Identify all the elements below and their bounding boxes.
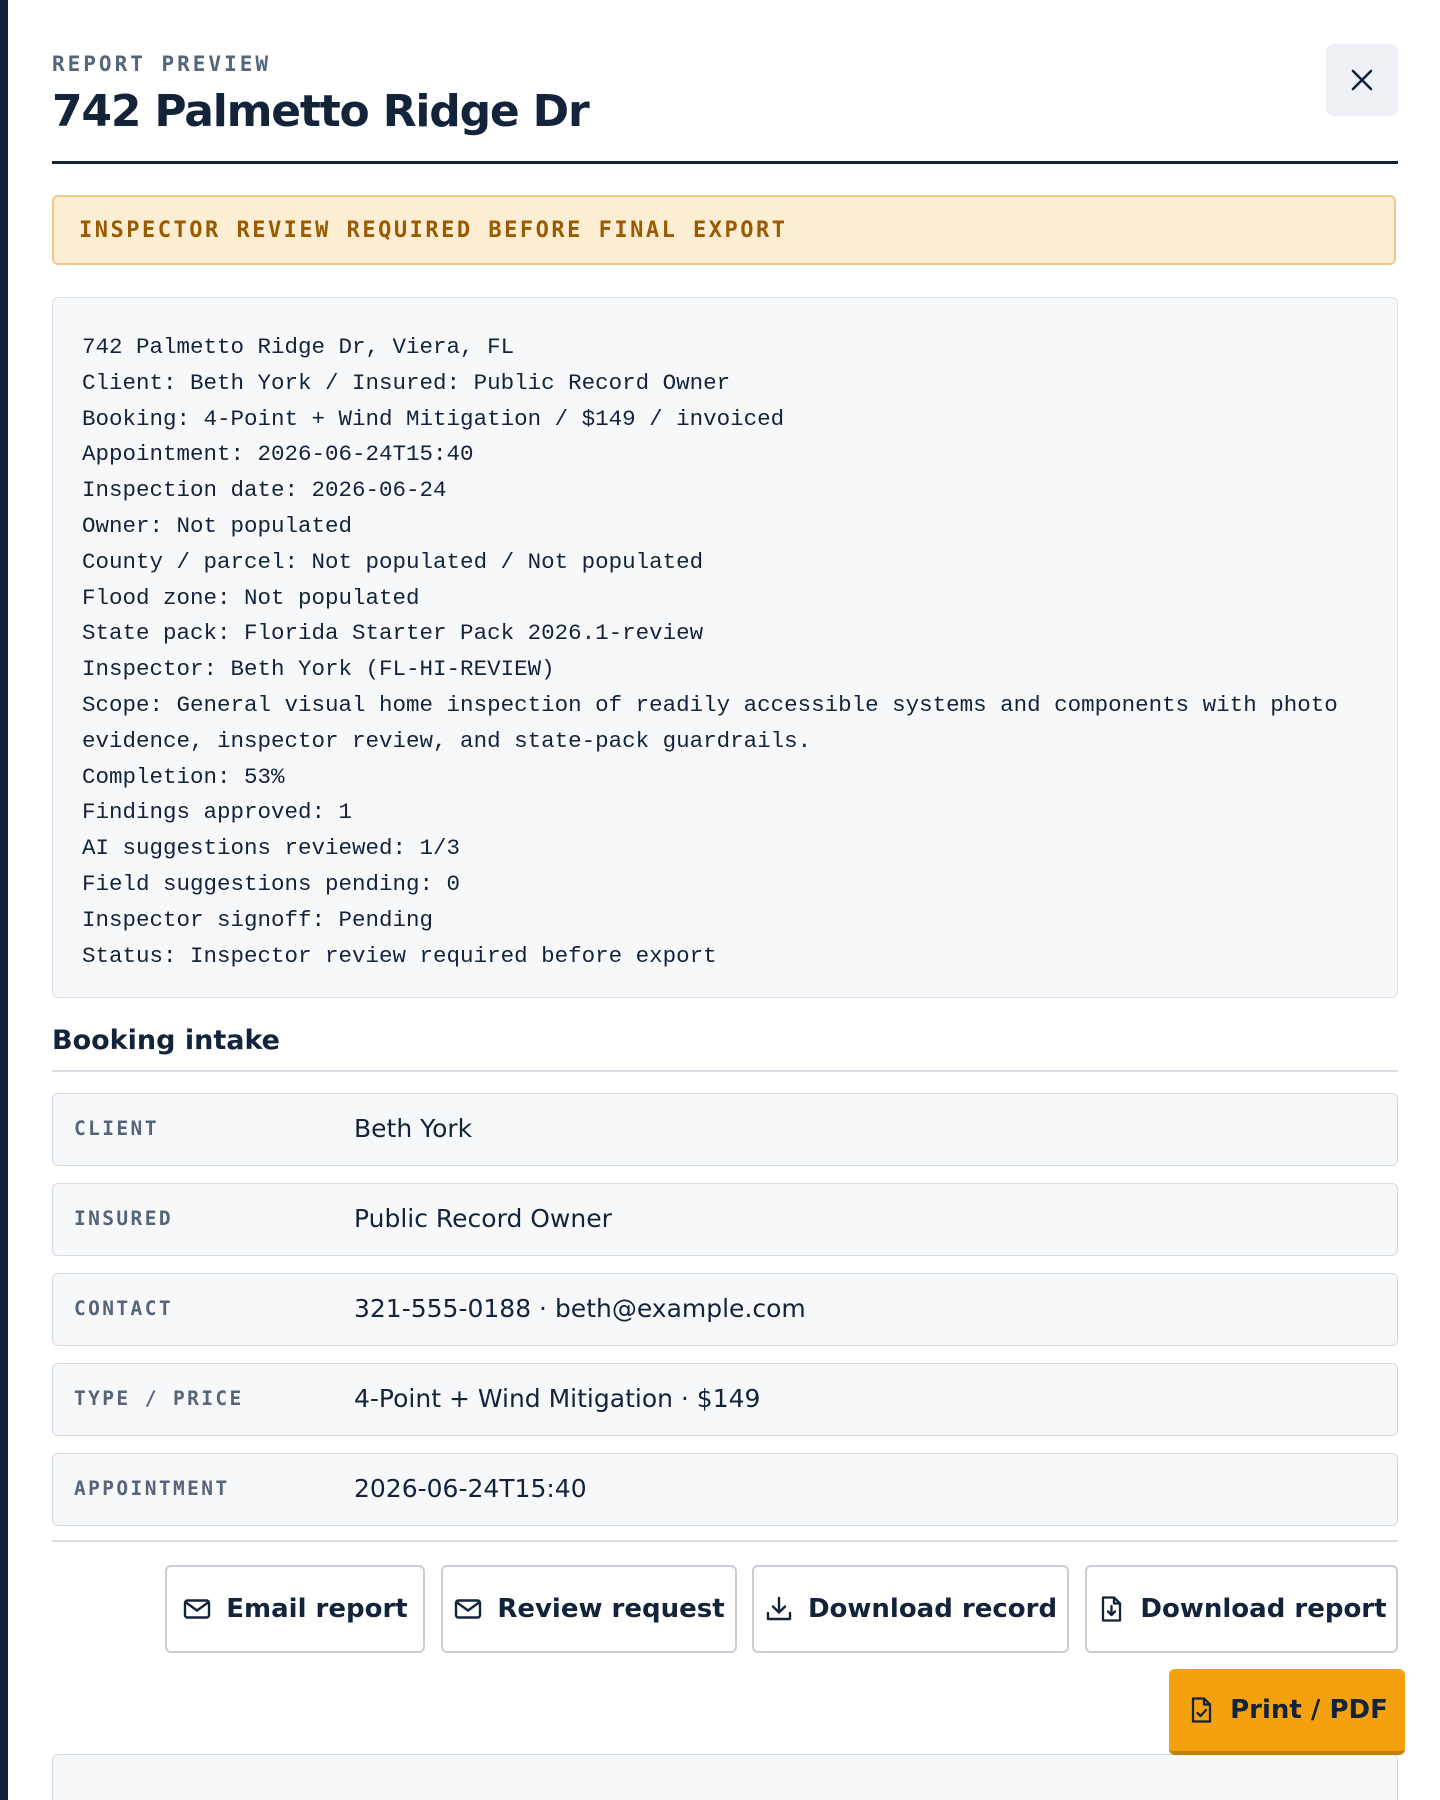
summary-line: 742 Palmetto Ridge Dr, Viera, FL (82, 334, 515, 360)
intake-row-appointment (52, 1453, 1398, 1526)
summary-line: Completion: 53% (82, 763, 285, 790)
summary-line: Client: Beth York / Insured: Public Record Owner (82, 369, 731, 396)
intake-label: TYPE / PRICE (74, 1387, 244, 1410)
summary-line: Inspection date: 2026-06-24 (82, 477, 447, 504)
intake-row-client (52, 1093, 1398, 1166)
intake-value: 2026-06-24T15:40 (354, 1474, 587, 1503)
partially-hidden-row (52, 1754, 1398, 1800)
print-pdf-label: Print / PDF (1230, 1695, 1388, 1725)
intake-row-type-price (52, 1363, 1398, 1436)
download-icon (764, 1594, 794, 1624)
intake-label: CONTACT (74, 1297, 173, 1320)
close-icon (1349, 67, 1375, 93)
download-report-button[interactable] (1085, 1565, 1398, 1653)
actions-divider (52, 1540, 1398, 1542)
file-check-icon (1186, 1695, 1216, 1725)
mail-icon (453, 1594, 483, 1624)
summary-line: County / parcel: Not populated / Not populated (82, 548, 704, 575)
intake-value: 321-555-0188 · beth@example.com (354, 1294, 806, 1323)
report-summary-block (52, 297, 1398, 998)
summary-line: Status: Inspector review required before export (82, 942, 717, 969)
booking-intake-heading: Booking intake (52, 1025, 280, 1056)
intake-label: APPOINTMENT (74, 1477, 230, 1500)
review-request-label: Review request (497, 1594, 725, 1624)
mail-icon (182, 1594, 212, 1624)
report-preview-panel (8, 0, 1440, 1800)
summary-line: Inspector: Beth York (FL-HI-REVIEW) (82, 656, 555, 683)
panel-eyebrow: REPORT PREVIEW (52, 52, 272, 76)
intake-row-insured (52, 1183, 1398, 1256)
intake-value: Beth York (354, 1114, 473, 1143)
email-report-label: Email report (226, 1594, 408, 1624)
summary-line: Flood zone: Not populated (82, 584, 420, 611)
header-divider (52, 161, 1398, 164)
summary-line: Field suggestions pending: 0 (82, 870, 461, 897)
section-divider (52, 1070, 1398, 1072)
download-report-label: Download report (1140, 1594, 1387, 1624)
summary-line: Scope: General visual home inspection of readily accessible systems and components with photo evidence, inspector review, and state-pack guardrails. (82, 691, 1352, 754)
page-title: 742 Palmetto Ridge Dr (52, 86, 589, 137)
intake-row-contact (52, 1273, 1398, 1346)
left-edge-bar (0, 0, 8, 1800)
review-request-button[interactable] (441, 1565, 737, 1653)
intake-value: 4-Point + Wind Mitigation · $149 (354, 1384, 761, 1413)
summary-line: Booking: 4-Point + Wind Mitigation / $149 / invoiced (82, 405, 785, 432)
review-warning-banner (52, 195, 1396, 265)
summary-line: Inspector signoff: Pending (82, 906, 434, 933)
file-download-icon (1096, 1594, 1126, 1624)
warning-text: INSPECTOR REVIEW REQUIRED BEFORE FINAL EXPORT (79, 217, 788, 243)
summary-line: State pack: Florida Starter Pack 2026.1-review (82, 620, 704, 647)
print-pdf-button[interactable] (1169, 1669, 1405, 1755)
email-report-button[interactable] (165, 1565, 425, 1653)
download-record-label: Download record (807, 1594, 1058, 1624)
summary-line: Findings approved: 1 (82, 799, 353, 826)
download-record-button[interactable] (752, 1565, 1069, 1653)
intake-label: INSURED (74, 1207, 173, 1230)
summary-line: Owner: Not populated (82, 512, 353, 539)
summary-line: AI suggestions reviewed: 1/3 (82, 835, 461, 862)
intake-label: CLIENT (74, 1117, 159, 1140)
close-button[interactable] (1326, 44, 1398, 116)
summary-line: Appointment: 2026-06-24T15:40 (82, 441, 474, 468)
intake-value: Public Record Owner (354, 1204, 612, 1233)
